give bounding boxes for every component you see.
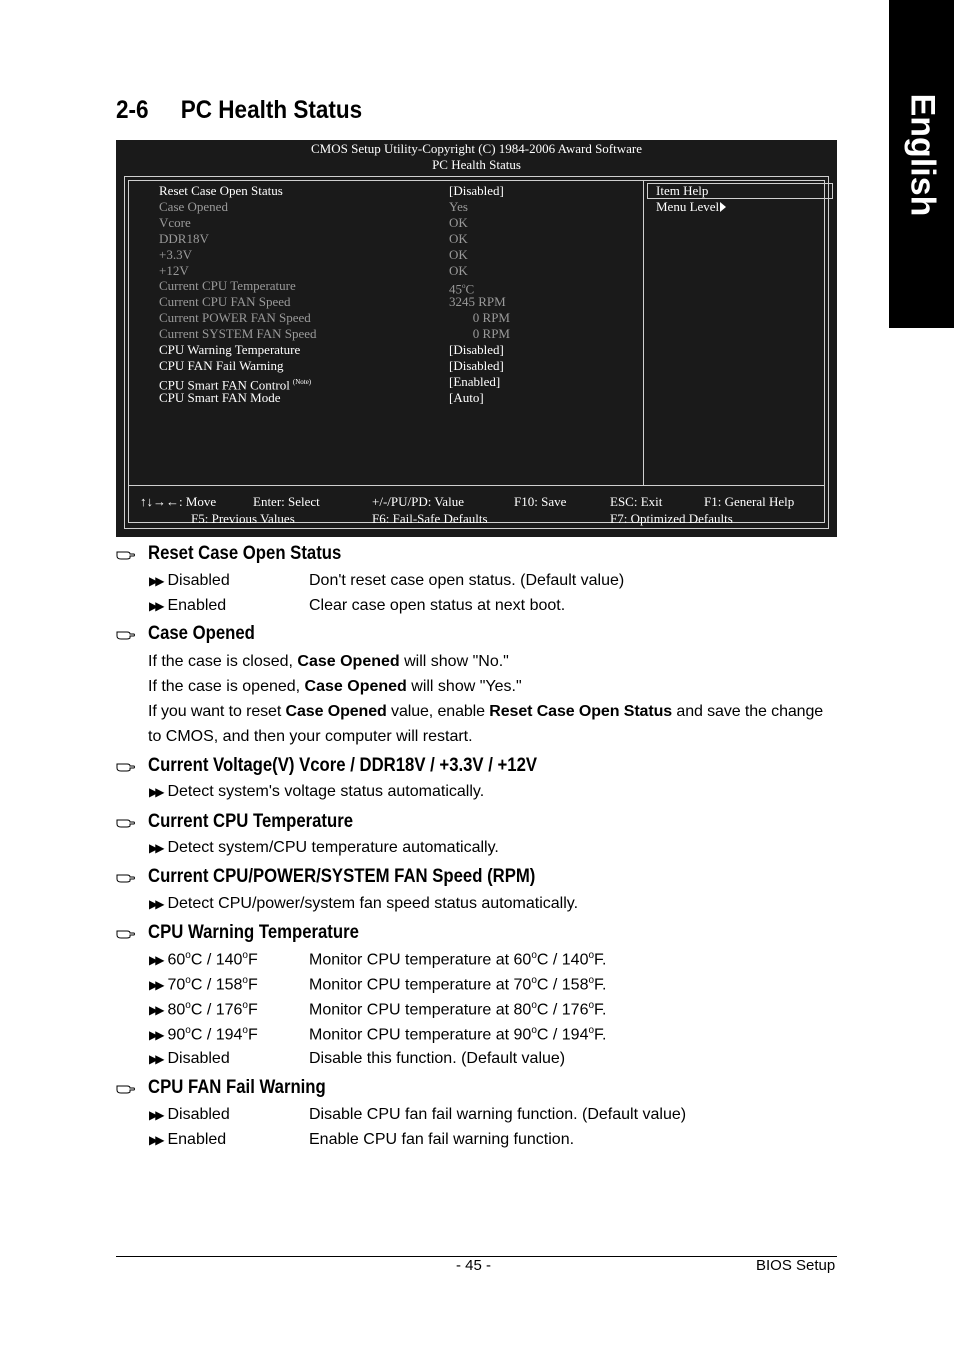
bios-setting-value[interactable]: 3245 RPM [449,294,506,310]
bios-divider [643,181,644,485]
bios-setting-value[interactable]: 0 RPM [472,326,510,342]
bios-screen [116,140,837,537]
fan-fail-heading: CPU FAN Fail Warning [148,1077,326,1098]
bios-setting-value[interactable]: [Disabled] [449,357,504,373]
bios-setting-label[interactable]: CPU FAN Fail Warning [159,357,284,373]
warning-temp-option-disabled: ▶▶ Disabled [149,1050,230,1067]
cpu-temp-heading: Current CPU Temperature [148,811,354,832]
fan-speed-text: ▶▶ Detect CPU/power/system fan speed status automatically. [149,895,579,912]
double-arrow-icon: ▶▶ [149,1133,162,1147]
section-number: 2-6 [116,96,149,124]
bios-setting-label[interactable]: CPU Smart FAN Mode [159,389,281,405]
key-move: ↑↓→←: Move [140,494,217,509]
cpu-temp-text: ▶▶ Detect system/CPU temperature automatically. [149,839,499,856]
bios-setting-value[interactable]: 0 RPM [472,310,510,326]
reset-case-heading: Reset Case Open Status [148,543,342,564]
case-opened-line-4: to CMOS, and then your computer will restart. [148,728,473,745]
voltage-text: ▶▶ Detect system's voltage status automatically. [149,783,485,800]
bios-setting-value[interactable]: [Auto] [449,389,484,405]
double-arrow-icon: ▶▶ [149,1003,162,1018]
pointing-hand-icon [116,759,136,773]
warning-temp-option-80-desc: Monitor CPU temperature at 80$^o$C / 176$^o$F. [309,1000,607,1019]
bios-inner-frame [128,180,825,526]
bios-setting-label[interactable]: Case Opened [159,198,228,214]
item-help-title: Item Help [656,183,709,198]
double-arrow-icon: ▶▶ [149,599,162,613]
warning-temp-option-60: ▶▶ 60$^o$C / 140$^o$F [149,950,258,969]
fan-fail-option-enabled: ▶▶ Enabled [149,1131,227,1148]
bios-setting-value[interactable]: OK [449,246,468,262]
warning-temp-heading: CPU Warning Temperature [148,922,359,943]
double-arrow-icon: ▶▶ [149,897,162,911]
bios-setting-label[interactable]: Current CPU FAN Speed [159,294,291,310]
warning-temp-option-70-desc: Monitor CPU temperature at 70$^o$C / 158$^o$F. [309,975,607,994]
fan-fail-option-enabled-desc: Enable CPU fan fail warning function. [309,1131,575,1148]
menu-level-arrow-icon [720,202,726,212]
double-arrow-icon: ▶▶ [149,841,162,855]
key-failsafe: F6: Fail-Safe Defaults [372,511,488,526]
bios-header-page: PC Health Status [432,157,521,172]
pointing-hand-icon [116,870,136,884]
pointing-hand-icon [116,815,136,829]
fan-speed-heading: Current CPU/POWER/SYSTEM FAN Speed (RPM) [148,866,536,887]
bios-setting-label[interactable]: CPU Warning Temperature [159,342,301,357]
key-save: F10: Save [514,494,567,509]
double-arrow-icon: ▶▶ [149,785,162,799]
bios-setting-value[interactable]: [Enabled] [449,373,501,389]
key-help: F1: General Help [704,494,795,509]
footer-chapter: BIOS Setup [756,1257,836,1274]
bios-setting-label[interactable]: Current CPU Temperature [159,278,296,294]
section-title [116,96,362,125]
bios-setting-label[interactable]: Reset Case Open Status [159,183,283,198]
bios-header-copyright: CMOS Setup Utility-Copyright (C) 1984-2006 Award Software [310,141,642,156]
pointing-hand-icon [116,1081,136,1095]
reset-case-option-enabled: ▶▶ Enabled [149,597,227,614]
note-marker: (Note) [292,377,312,386]
language-tab [889,0,954,328]
bios-setting-label[interactable]: +12V [159,262,189,278]
double-arrow-icon: ▶▶ [149,1052,162,1066]
reset-case-option-disabled-desc: Don't reset case open status. (Default value) [309,572,625,589]
bios-setting-label[interactable]: Current POWER FAN Speed [159,310,311,326]
double-arrow-icon: ▶▶ [149,1028,162,1043]
bios-setting-value[interactable]: OK [449,230,468,246]
bios-setting-value[interactable]: 45$^o$C [449,281,475,297]
bios-setting-value[interactable]: OK [449,262,468,278]
key-value: +/-/PU/PD: Value [372,494,464,509]
pointing-hand-icon [116,926,136,940]
page-number: - 45 - [456,1257,492,1274]
case-opened-line-1: If the case is closed, Case Opened will show "No." [148,653,509,670]
bios-setting-label[interactable]: DDR18V [159,230,209,246]
double-arrow-icon: ▶▶ [149,1108,162,1122]
language-tab-label: English [903,93,941,217]
double-arrow-icon: ▶▶ [149,953,162,968]
bios-setting-value[interactable]: OK [449,214,468,230]
bios-setting-label[interactable]: CPU Smart FAN Control $^{(Note)}$ [159,377,312,393]
reset-case-option-enabled-desc: Clear case open status at next boot. [309,597,566,614]
reset-case-option-disabled: ▶▶ Disabled [149,572,230,589]
key-exit: ESC: Exit [610,494,663,509]
double-arrow-icon: ▶▶ [149,574,162,588]
bios-setting-value[interactable]: [Disabled] [449,342,504,357]
warning-temp-option-70: ▶▶ 70$^o$C / 158$^o$F [149,975,258,994]
pointing-hand-icon [116,547,136,561]
warning-temp-option-60-desc: Monitor CPU temperature at 60$^o$C / 140$^o$F. [309,950,607,969]
warning-temp-option-disabled-desc: Disable this function. (Default value) [309,1050,566,1067]
pointing-hand-icon [116,627,136,641]
case-opened-line-2: If the case is opened, Case Opened will show "Yes." [148,678,522,695]
key-optimized: F7: Optimized Defaults [610,511,733,526]
warning-temp-option-80: ▶▶ 80$^o$C / 176$^o$F [149,1000,258,1019]
fan-fail-option-disabled: ▶▶ Disabled [149,1106,230,1123]
voltage-heading: Current Voltage(V) Vcore / DDR18V / +3.3V / +12V [148,755,538,776]
key-previous: F5: Previous Values [191,511,295,526]
bios-setting-label[interactable]: Vcore [159,214,191,230]
bios-setting-label[interactable]: +3.3V [159,246,192,262]
fan-fail-option-disabled-desc: Disable CPU fan fail warning function. (Default value) [309,1106,687,1123]
warning-temp-option-90-desc: Monitor CPU temperature at 90$^o$C / 194$^o$F. [309,1025,607,1044]
bios-footer-divider [129,485,824,486]
bios-outer-frame [124,176,829,529]
case-opened-line-3: If you want to reset Case Opened value, enable Reset Case Open Status and save the change [148,703,824,720]
menu-level-label: Menu Level [656,199,720,214]
case-opened-heading: Case Opened [148,623,255,644]
bios-setting-value[interactable]: Yes [449,198,468,214]
menu-level [656,199,726,215]
bios-setting-label[interactable]: Current SYSTEM FAN Speed [159,326,317,342]
key-select: Enter: Select [253,494,320,509]
section-name: PC Health Status [180,96,363,124]
bios-setting-value[interactable]: [Disabled] [449,183,504,198]
warning-temp-option-90: ▶▶ 90$^o$C / 194$^o$F [149,1025,258,1044]
double-arrow-icon: ▶▶ [149,978,162,993]
